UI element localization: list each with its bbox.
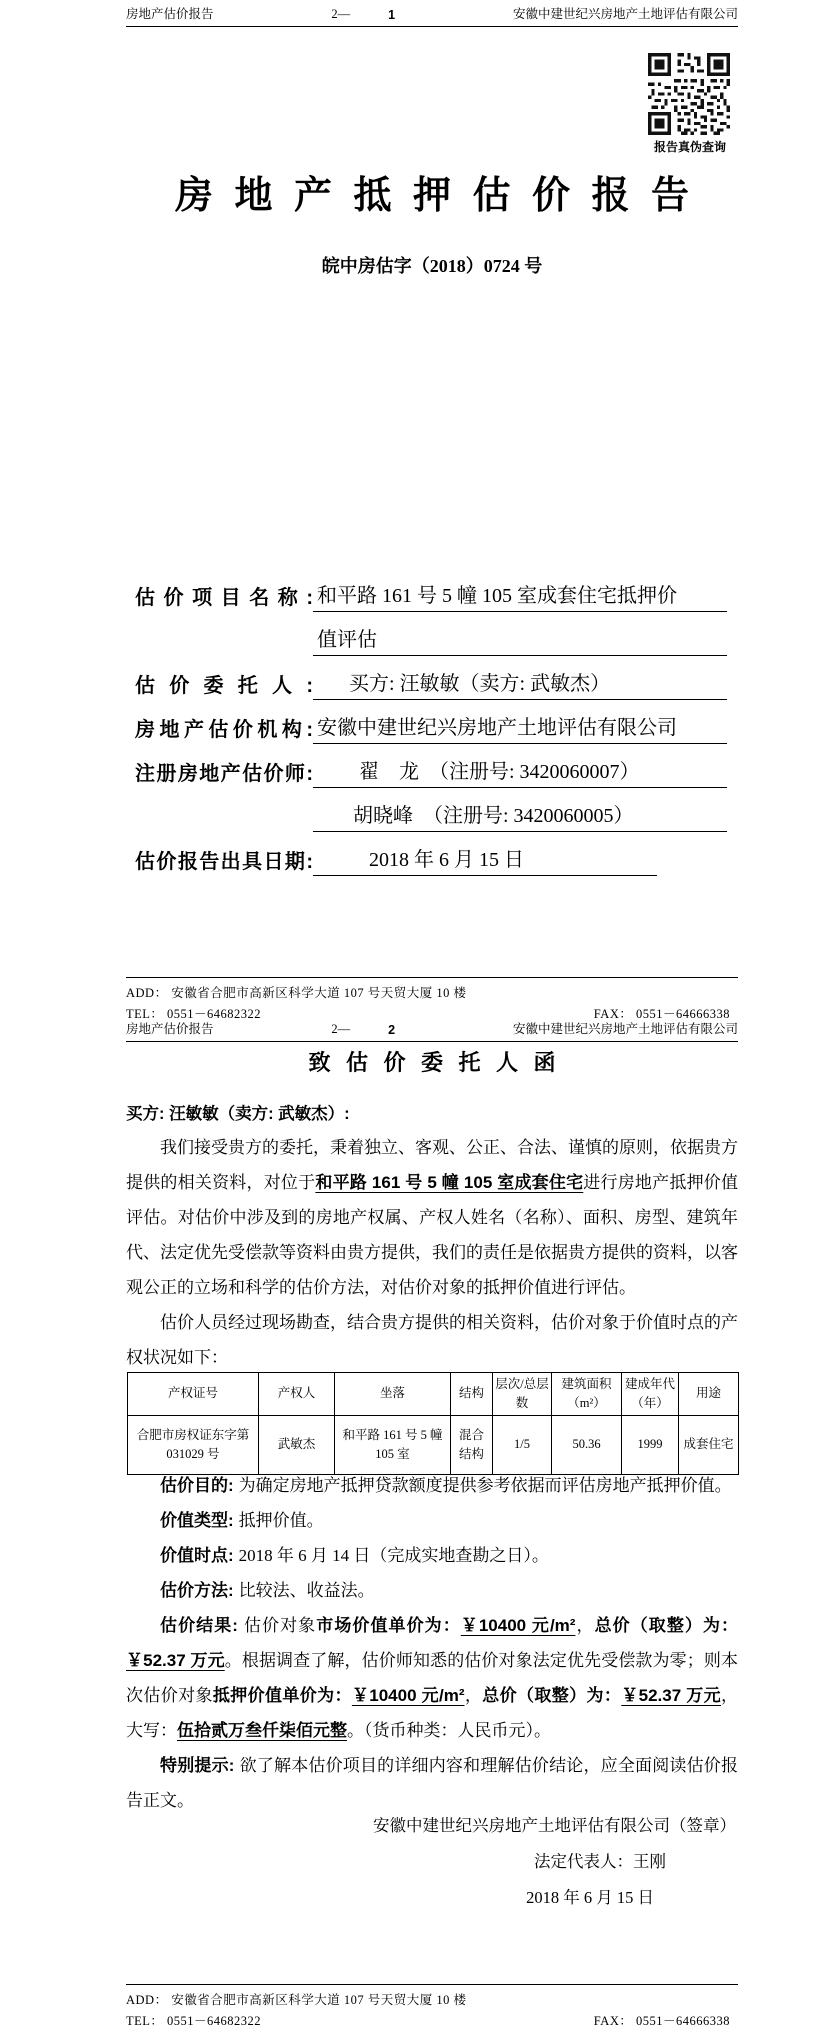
- mortgage-unit-price-label: 抵押价值单价为：: [212, 1686, 352, 1705]
- page-total-prefix: 2—: [331, 7, 351, 21]
- letter-paragraph-1: [126, 1130, 738, 1305]
- appraisal-items: [126, 1468, 738, 1818]
- result-total-label: 总价（取整）为：: [594, 1616, 739, 1635]
- td-cert-no: 合肥市房权证东字第031029 号: [128, 1415, 259, 1474]
- page2-footer: [126, 1984, 738, 2029]
- item-value-type-label: 价值类型:: [160, 1511, 234, 1530]
- field-project-name: [135, 568, 727, 612]
- item-notice-text: 欲了解本估价项目的详细内容和理解估价结论，应全面阅读估价报告正文。: [126, 1756, 738, 1810]
- letter-salutation: 买方: 汪敏敏（卖方: 武敏杰）:: [126, 1105, 350, 1123]
- footer-tel: TEL： 0551－64682322: [126, 2014, 262, 2028]
- item-result: [126, 1608, 738, 1748]
- field-appraiser-2: [135, 788, 727, 832]
- mortgage-total-label: 总价（取整）为：: [482, 1686, 622, 1705]
- letter-paragraph-2: 估价人员经过现场勘查，结合贵方提供的相关资料，估价对象于价值时点的产权状况如下：: [126, 1313, 738, 1367]
- signature-company: 安徽中建世纪兴房地产土地评估有限公司（签章）: [373, 1816, 736, 1835]
- mortgage-unit-price-value: ￥10400 元/m²: [351, 1686, 465, 1705]
- letter-body: [126, 1130, 738, 1375]
- footer-fax: FAX： 0551－64666338: [593, 2014, 730, 2028]
- result-comma-2: ，: [464, 1686, 483, 1705]
- field-project-name-value: 和平路 161 号 5 幢 105 室成套住宅抵押价: [313, 579, 727, 612]
- field-empty-label: [135, 830, 313, 832]
- report-title: 房 地 产 抵 押 估 价 报 告: [174, 175, 695, 217]
- result-unit-price-label: 市场价值单价为：: [316, 1616, 461, 1635]
- field-project-name-label: 估价项目名称:: [135, 587, 313, 609]
- td-owner: 武敏杰: [259, 1415, 335, 1474]
- result-text: 估价对象: [242, 1616, 317, 1635]
- para1-text-c: 进行房地产抵押价值评估。对估价中涉及到的房地产权属、产权人姓名（名称）、面积、房型、建筑年代、法定优先受偿款等资料由贵方提供，我们的责任是依据贵方提供的资料，以客观公正的立场和科学的估价方法，对估价对象的抵押价值进行评估。: [126, 1173, 739, 1297]
- signature-legal-rep: 法定代表人：王刚: [534, 1852, 666, 1871]
- item-value-type: [126, 1503, 738, 1538]
- page2-page-number: [331, 1022, 395, 1037]
- table-data-row: [128, 1415, 739, 1474]
- field-agency-value: 安徽中建世纪兴房地产土地评估有限公司: [313, 711, 727, 744]
- page1-header-company: 安徽中建世纪兴房地产土地评估有限公司: [512, 7, 738, 21]
- field-project-name-cont: [135, 612, 727, 656]
- signature-block: [126, 1808, 738, 1916]
- qr-verify-label: 报告真伪查询: [653, 140, 726, 154]
- th-area: 建筑面积（m²）: [552, 1373, 622, 1416]
- page2-header-doc-type: 房地产估价报告: [126, 1022, 214, 1036]
- result-currency-note: 。（货币种类：人民币元）。: [347, 1721, 551, 1740]
- table-header-row: [128, 1373, 739, 1416]
- page2-header-company: 安徽中建世纪兴房地产土地评估有限公司: [512, 1022, 738, 1036]
- field-issue-date: [135, 832, 727, 876]
- item-method-label: 估价方法:: [160, 1581, 234, 1600]
- field-issue-date-value: 2018 年 6 月 15 日: [313, 843, 657, 876]
- property-rights-table: [127, 1372, 739, 1475]
- field-appraiser-1-value: 翟 龙 （注册号: 3420060007）: [313, 755, 727, 788]
- footer-contacts: [126, 2011, 738, 2029]
- result-text-2: 。根据调查了解，估价师知悉的估价对象法定优先受偿款为零；则本次估价对象: [126, 1651, 738, 1705]
- page1-page-number: [331, 7, 395, 22]
- item-purpose: [126, 1468, 738, 1503]
- field-agency: [135, 700, 727, 744]
- item-purpose-text: 为确定房地产抵押贷款额度提供参考依据而评估房地产抵押价值。: [238, 1476, 732, 1495]
- td-use: 成套住宅: [679, 1415, 739, 1474]
- para1-text-a: 我们接受贵方的委托，秉着独立、客观、公正、合法、谨慎的原则，依据贵方提供的相关资料，对位于: [126, 1138, 738, 1192]
- page2-running-header: [126, 1019, 738, 1042]
- item-value-date-label: 价值时点:: [160, 1546, 234, 1565]
- td-area: 50.36: [552, 1415, 622, 1474]
- item-method-text: 比较法、收益法。: [238, 1581, 375, 1600]
- result-unit-price-value: ￥10400 元/m²: [460, 1616, 576, 1635]
- field-empty-label: [135, 654, 313, 656]
- field-appraiser-1: [135, 744, 727, 788]
- page-number-value: 2: [388, 1023, 396, 1037]
- para1-property-address: 和平路 161 号 5 幢 105 室成套住宅: [315, 1173, 584, 1192]
- footer-address: ADD： 安徽省合肥市高新区科学大道 107 号天贸大厦 10 楼: [126, 1993, 467, 2007]
- td-floor: 1/5: [493, 1415, 552, 1474]
- field-client-value: 买方: 汪敏敏（卖方: 武敏杰）: [313, 667, 727, 700]
- field-appraiser-label: 注册房地产估价师:: [135, 763, 313, 785]
- field-client-label: 估价委托人:: [135, 675, 313, 697]
- item-value-date-text: 2018 年 6 月 14 日（完成实地查勘之日）。: [238, 1546, 549, 1565]
- signature-date: 2018 年 6 月 15 日: [526, 1888, 654, 1907]
- page1-running-header: [126, 4, 738, 27]
- page1-footer: [126, 977, 738, 1022]
- footer-address: ADD： 安徽省合肥市高新区科学大道 107 号天贸大厦 10 楼: [126, 986, 467, 1000]
- footer-tel: TEL： 0551－64682322: [126, 1007, 262, 1021]
- result-total-value: ￥52.37 万元: [126, 1651, 225, 1670]
- report-doc-number: 皖中房估字（2018）0724 号: [321, 256, 543, 276]
- mortgage-total-value: ￥52.37 万元: [621, 1686, 722, 1705]
- th-owner: 产权人: [259, 1373, 335, 1416]
- page1-header-doc-type: 房地产估价报告: [126, 7, 214, 21]
- field-client: [135, 656, 727, 700]
- th-floor: 层次/总层数: [493, 1373, 552, 1416]
- result-capital-amount: 伍拾贰万叁仟柒佰元整: [177, 1721, 347, 1740]
- th-year: 建成年代（年）: [622, 1373, 679, 1416]
- th-structure: 结构: [451, 1373, 493, 1416]
- result-comma: ，: [575, 1616, 595, 1635]
- page-number-value: 1: [388, 8, 396, 22]
- field-project-name-value2: 值评估: [313, 623, 727, 656]
- item-value-type-text: 抵押价值。: [238, 1511, 324, 1530]
- item-value-date: [126, 1538, 738, 1573]
- th-location: 坐落: [335, 1373, 451, 1416]
- field-issue-date-label: 估价报告出具日期:: [135, 851, 313, 873]
- th-use: 用途: [679, 1373, 739, 1416]
- footer-fax: FAX： 0551－64666338: [593, 1007, 730, 1021]
- th-cert-no: 产权证号: [128, 1373, 259, 1416]
- item-result-label: 估价结果:: [160, 1616, 238, 1635]
- result-capital-label: ，大写：: [126, 1686, 739, 1740]
- letter-title: 致 估 价 委 托 人 函: [308, 1050, 561, 1075]
- page-total-prefix: 2—: [331, 1022, 351, 1036]
- cover-fields: [135, 568, 727, 876]
- field-appraiser-2-value: 胡晓峰 （注册号: 3420060005）: [313, 799, 727, 832]
- item-notice-label: 特别提示:: [160, 1756, 235, 1775]
- field-agency-label: 房地产估价机构:: [135, 719, 313, 741]
- item-purpose-label: 估价目的:: [160, 1476, 234, 1495]
- item-method: [126, 1573, 738, 1608]
- qr-code: [646, 53, 732, 135]
- td-year: 1999: [622, 1415, 679, 1474]
- td-location: 和平路 161 号 5 幢 105 室: [335, 1415, 451, 1474]
- td-structure: 混合结构: [451, 1415, 493, 1474]
